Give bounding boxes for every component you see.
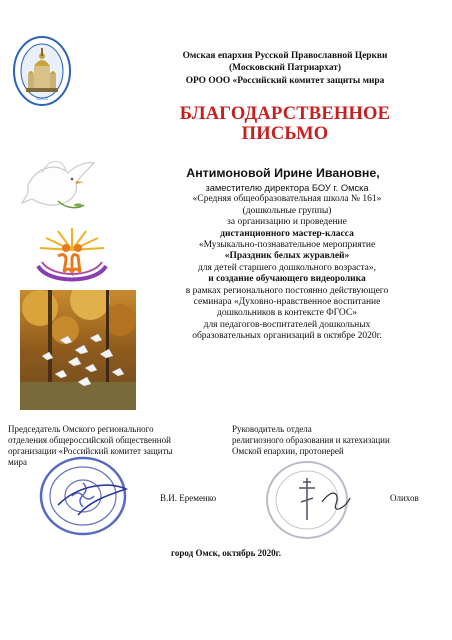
header-line-1: Омская епархия Русской Православной Церкви [182, 51, 388, 61]
organization-header [150, 50, 420, 87]
header-line-2: (Московский Патриархат) [228, 63, 342, 74]
body-line-11: семинара «Духовно-нравственное воспитание [193, 297, 381, 308]
recipient-name: Антимоновой Ирине Ивановне, [186, 166, 380, 180]
sig-right-line-1: Руководитель отдела [232, 424, 312, 434]
paper-cranes-autumn-photo [20, 290, 136, 410]
body-line-8: для детей старшего дошкольного возраста», [197, 262, 377, 273]
header-line-3: ОРО ООО «Российский комитет защиты мира [185, 75, 385, 86]
signer-left-name: В.И. Еременко [160, 493, 217, 503]
body-line-2: «Средняя общеобразовательная школа № 161» [192, 194, 382, 205]
sig-right-line-3: Омской епархии, протоиерей [232, 446, 344, 456]
body-line-4: за организацию и проведение [227, 217, 347, 228]
document-title [150, 104, 420, 144]
body-line-12: дошкольников в контексте ФГОС» [217, 308, 357, 319]
title-line-1: БЛАГОДАРСТВЕННОЕ [179, 104, 391, 124]
signer-right-name: Олихов [390, 493, 419, 503]
children-hands-logo-icon [28, 226, 116, 288]
body-line-3: (дошкольные группы) [242, 205, 332, 216]
sig-left-line-4: мира [8, 457, 28, 467]
body-line-9: и создание обучающего видеоролика [208, 274, 366, 285]
body-line-7: «Праздник белых журавлей» [224, 251, 350, 262]
svg-text:ОМСК: ОМСК [36, 96, 48, 101]
letter-body [142, 183, 432, 343]
body-line-14: образовательных организаций в октябре 2020г. [192, 331, 382, 342]
round-seal-stamp [38, 455, 128, 537]
footer-city-date: город Омск, октябрь 2020г. [171, 548, 281, 558]
body-line-6: «Музыкально-познавательное мероприятие [198, 240, 376, 251]
sig-left-line-2: отделения общероссийской общественной [8, 435, 171, 445]
body-line-1: заместителю директора БОУ г. Омска [205, 183, 369, 193]
body-line-13: для педагогов-воспитателей дошкольных [203, 319, 371, 330]
body-line-5: дистанционного мастер-класса [220, 228, 354, 239]
church-seal-stamp [262, 458, 352, 542]
signature-right-block [232, 424, 432, 457]
sig-left-line-1: Председатель Омского регионального [8, 424, 154, 434]
cathedral-emblem-icon [12, 34, 72, 108]
sig-left-line-3: организации «Российский комитет защиты [8, 446, 173, 456]
body-line-10: в рамках регионального постоянно действующего [185, 285, 389, 296]
dove-icon [18, 155, 98, 215]
sig-right-line-2: религиозного образования и катехизации [232, 435, 390, 445]
title-line-2: ПИСЬМО [241, 124, 329, 144]
